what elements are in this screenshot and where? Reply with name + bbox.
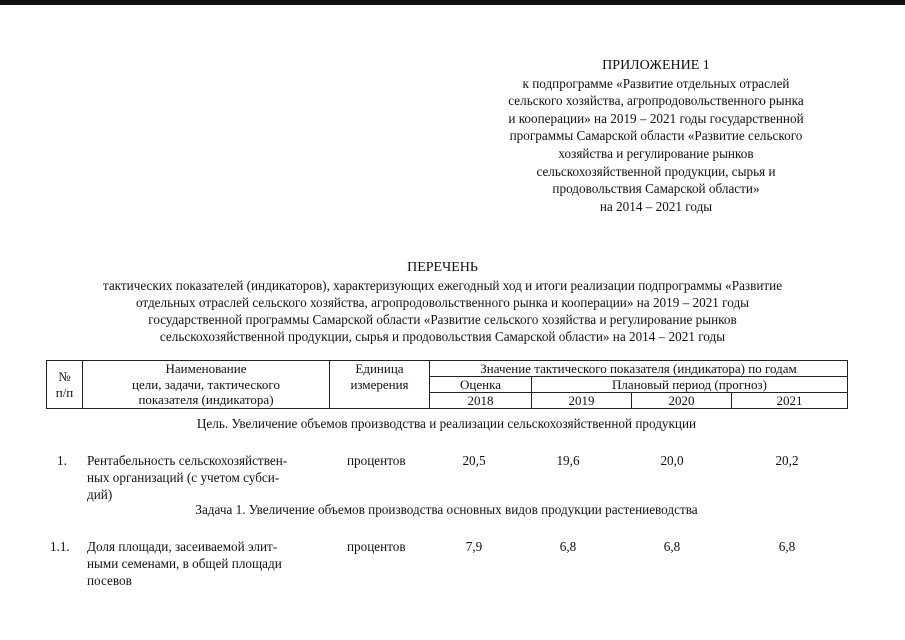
appendix-line: хозяйства и регулирование рынков [558, 145, 754, 161]
appendix-line: сельского хозяйства, агропродовольственного рынка [508, 93, 804, 109]
header-year: 2019 [532, 393, 632, 409]
row-name-line: Доля площади, засеиваемой элит- [87, 539, 278, 554]
header-estimate: Оценка [430, 377, 532, 393]
row-value-2018: 20,5 [462, 453, 486, 468]
header-num: № [58, 369, 71, 384]
header-year: 2018 [430, 393, 532, 409]
header-unit-line: измерения [350, 376, 409, 392]
row-name-line: дий) [87, 487, 113, 502]
row-value-2018: 7,9 [465, 539, 483, 554]
row-value-2021: 6,8 [778, 539, 796, 554]
document-heading [30, 259, 855, 345]
row-name-line: Рентабельность сельскохозяйствен- [87, 453, 288, 468]
appendix-line: и кооперации» на 2019 – 2021 годы государственной [508, 110, 804, 126]
heading-line: государственной программы Самарской области «Развитие сельского хозяйства и регулирование рынков [148, 312, 737, 327]
row-name [87, 538, 326, 589]
header-name-line: показателя (индикатора) [138, 392, 274, 408]
header-year: 2020 [632, 393, 732, 409]
row-unit: процентов [347, 539, 406, 554]
heading-line: тактических показателей (индикаторов), характеризующих ежегодный ход и итоги реализации подпрограммы «Развитие [102, 278, 783, 293]
row-value-2020: 20,0 [660, 453, 684, 468]
top-border [0, 0, 905, 5]
appendix-line: сельскохозяйственной продукции, сырья и [536, 163, 776, 179]
header-name-cell [83, 361, 330, 409]
appendix-block [472, 57, 840, 215]
heading-title: ПЕРЕЧЕНЬ [407, 260, 478, 275]
row-name-line: посевов [87, 573, 132, 588]
goal-row: Цель. Увеличение объемов производства и реализации сельскохозяйственной продукции [196, 416, 697, 431]
row-number: 1. [57, 453, 67, 468]
header-unit-cell [330, 361, 430, 409]
row-name-line: ными семенами, в общей площади [87, 556, 282, 571]
row-number: 1.1. [50, 539, 70, 554]
row-value-2020: 6,8 [663, 539, 681, 554]
header-num-sub: п/п [55, 384, 74, 400]
header-name-line: цели, задачи, тактического [132, 376, 280, 392]
header-plan: Плановый период (прогноз) [532, 377, 848, 393]
header-num-cell [47, 361, 83, 409]
appendix-line: программы Самарской области «Развитие сельского [509, 128, 803, 144]
header-year: 2021 [732, 393, 848, 409]
appendix-line: продовольствия Самарской области» [552, 181, 760, 197]
header-values-title: Значение тактического показателя (индикатора) по годам [430, 361, 848, 377]
task-row: Задача 1. Увеличение объемов производства основных видов продукции растениеводства [195, 502, 698, 517]
appendix-line: на 2014 – 2021 годы [599, 198, 713, 214]
row-value-2019: 19,6 [556, 453, 580, 468]
row-value-2021: 20,2 [775, 453, 799, 468]
heading-line: сельскохозяйственной продукции, сырья и продовольствия Самарской области» на 2014 – 2021 годы [159, 329, 726, 344]
row-unit: процентов [347, 453, 406, 468]
appendix-line: к подпрограмме «Развитие отдельных отраслей [522, 75, 790, 91]
header-unit-line: Единица [355, 361, 404, 376]
appendix-title: ПРИЛОЖЕНИЕ 1 [602, 58, 710, 73]
row-name [87, 452, 326, 503]
row-name-line: ных организаций (с учетом субси- [87, 470, 280, 485]
indicator-table-header [46, 360, 848, 409]
row-value-2019: 6,8 [559, 539, 577, 554]
heading-line: отдельных отраслей сельского хозяйства, агропродовольственного рынка и кооперации» на 2019 – 2021 годы [135, 295, 750, 310]
header-name-line: Наименование [165, 361, 247, 377]
